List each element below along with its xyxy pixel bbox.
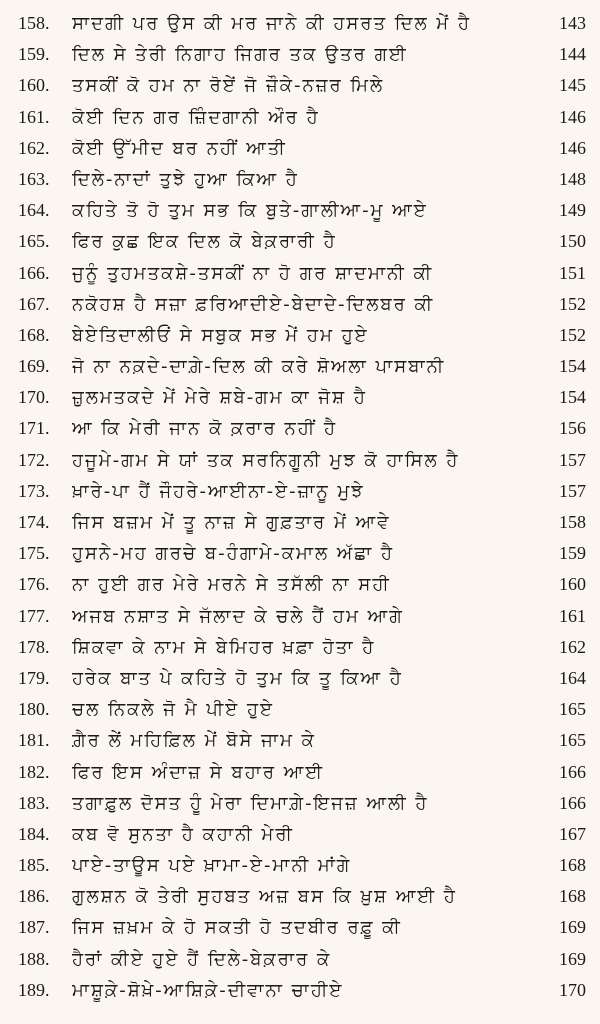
entry-number: 178. <box>18 636 50 657</box>
entry-title: ਫਿਰ ਕੁਛ ਇਕ ਦਿਲ ਕੋ ਬੇਕ਼ਰਾਰੀ ਹੈ <box>72 231 337 253</box>
entry-page-number: 157 <box>559 449 586 470</box>
entry-title: ਤਗਾਫ਼ੁਲ ਦੋਸਤ ਹੂੰ ਮੇਰਾ ਦਿਮਾਗ਼ੇ-ਇਜਜ਼ ਆਲੀ ਹੈ <box>72 792 429 814</box>
entry-number: 159. <box>18 44 50 65</box>
entry-page-number: 168 <box>559 855 586 876</box>
entry-title: ਜੁਨੂੰ ਤੁਹਮਤਕਸ਼ੇ-ਤਸਕੀਂ ਨਾ ਹੋ ਗਰ ਸ਼ਾਦਮਾਨੀ ਕੀ <box>72 262 434 284</box>
entry-number: 170. <box>18 387 50 408</box>
toc-row <box>0 195 600 226</box>
entry-title: ਚਲ ਨਿਕਲੇ ਜੋ ਮੈ ਪੀਏ ਹੁਏ <box>72 699 275 721</box>
entry-number: 160. <box>18 75 50 96</box>
entry-title: ਗ਼ੈਰ ਲੇਂ ਮਹਿਫ਼ਿਲ ਮੇਂ ਬੋਸੇ ਜਾਮ ਕੇ <box>72 730 316 752</box>
toc-row <box>0 819 600 850</box>
toc-row <box>0 881 600 912</box>
toc-row <box>0 382 600 413</box>
toc-row <box>0 133 600 164</box>
toc-row <box>0 663 600 694</box>
toc-row <box>0 850 600 881</box>
entry-number: 183. <box>18 792 50 813</box>
entry-number: 175. <box>18 543 50 564</box>
entry-title: ਬੇਏਤਿਦਾਲੀਓਂ ਸੇ ਸਬੁਕ ਸਭ ਮੇਂ ਹਮ ਹੁਏ <box>72 324 369 346</box>
entry-title: ਖ਼ਾਰੇ-ਪਾ ਹੈਂ ਜੌਹਰੇ-ਆਈਨਾ-ਏ-ਜ਼ਾਨੂ ਮੁਝੇ <box>72 480 365 502</box>
entry-title: ਜ਼ੁਲਮਤਕਦੇ ਮੇਂ ਮੇਰੇ ਸ਼ਬੇ-ਗਮ ਕਾ ਜੋਸ਼ ਹੈ <box>72 387 367 409</box>
entry-page-number: 152 <box>559 324 586 345</box>
entry-number: 165. <box>18 231 50 252</box>
toc-row <box>0 757 600 788</box>
entry-number: 173. <box>18 480 50 501</box>
entry-number: 162. <box>18 137 50 158</box>
entry-title: ਤਸਕੀਂ ਕੋ ਹਮ ਨਾ ਰੋਏਂ ਜੋ ਜ਼ੌਕੇ-ਨਜ਼ਰ ਮਿਲੇ <box>72 75 385 97</box>
entry-number: 176. <box>18 574 50 595</box>
entry-number: 164. <box>18 200 50 221</box>
entry-page-number: 165 <box>559 730 586 751</box>
entry-number: 181. <box>18 730 50 751</box>
entry-title: ਕਬ ਵੋ ਸੁਨਤਾ ਹੈ ਕਹਾਨੀ ਮੇਰੀ <box>72 823 294 845</box>
entry-title: ਦਿਲੇ-ਨਾਦਾਂ ਤੁਝੇ ਹੁਆ ਕਿਆ ਹੈ <box>72 168 299 190</box>
entry-page-number: 167 <box>559 823 586 844</box>
entry-page-number: 152 <box>559 293 586 314</box>
toc-row <box>0 476 600 507</box>
entry-page-number: 143 <box>559 13 586 33</box>
entry-title: ਗੁਲਸ਼ਨ ਕੋ ਤੇਰੀ ਸੁਹਬਤ ਅਜ਼ ਬਸ ਕਿ ਖ਼ੁਸ਼ ਆਈ ਹੈ <box>72 886 457 908</box>
entry-title: ਫਿਰ ਇਸ ਅੰਦਾਜ਼ ਸੇ ਬਹਾਰ ਆਈ <box>72 761 325 783</box>
entry-number: 180. <box>18 699 50 720</box>
toc-row <box>0 258 600 289</box>
entry-title: ਹਰੇਕ ਬਾਤ ਪੇ ਕਹਿਤੇ ਹੋ ਤੁਮ ਕਿ ਤੂ ਕਿਆ ਹੈ <box>72 667 403 689</box>
entry-title: ਹੈਰਾਂ ਕੀਏ ਹੁਏ ਹੈਂ ਦਿਲੇ-ਬੇਕ਼ਰਾਰ ਕੇ <box>72 948 332 970</box>
toc-list <box>0 8 600 1006</box>
entry-number: 187. <box>18 917 50 938</box>
entry-title: ਆ ਕਿ ਮੇਰੀ ਜਾਨ ਕੋ ਕ਼ਰਾਰ ਨਹੀਂ ਹੈ <box>72 418 338 440</box>
toc-row <box>0 445 600 476</box>
entry-page-number: 168 <box>559 886 586 907</box>
entry-number: 169. <box>18 356 50 377</box>
entry-page-number: 154 <box>559 387 586 408</box>
entry-page-number: 170 <box>559 979 586 1000</box>
entry-page-number: 169 <box>559 917 586 938</box>
entry-title: ਸਾਦਗੀ ਪਰ ਉਸ ਕੀ ਮਰ ਜਾਨੇ ਕੀ ਹਸਰਤ ਦਿਲ ਮੇਂ ਹੈ <box>72 13 472 34</box>
entry-title: ਨਾ ਹੁਈ ਗਰ ਮੇਰੇ ਮਰਨੇ ਸੇ ਤਸੱਲੀ ਨਾ ਸਹੀ <box>72 574 391 596</box>
entry-number: 171. <box>18 418 50 439</box>
entry-page-number: 157 <box>559 480 586 501</box>
entry-number: 177. <box>18 605 50 626</box>
toc-row <box>0 507 600 538</box>
entry-title: ਕੋਈ ਦਿਨ ਗਰ ਜ਼ਿੰਦਗਾਨੀ ਔਰ ਹੈ <box>72 106 320 128</box>
entry-number: 158. <box>18 13 50 33</box>
entry-page-number: 164 <box>559 667 586 688</box>
entry-page-number: 160 <box>559 574 586 595</box>
entry-page-number: 162 <box>559 636 586 657</box>
toc-row <box>0 8 600 39</box>
toc-row <box>0 975 600 1006</box>
toc-row <box>0 725 600 756</box>
entry-title: ਅਜਬ ਨਸ਼ਾਤ ਸੇ ਜੱਲਾਦ ਕੇ ਚਲੇ ਹੈਂ ਹਮ ਆਗੇ <box>72 605 404 627</box>
entry-title: ਜਿਸ ਜ਼ਖ਼ਮ ਕੇ ਹੋ ਸਕਤੀ ਹੋ ਤਦਬੀਰ ਰਫ਼ੂ ਕੀ <box>72 917 402 939</box>
entry-title: ਪਾਏ-ਤਾਊਸ ਪਏ ਖ਼ਾਮਾ-ਏ-ਮਾਨੀ ਮਾਂਗੇ <box>72 855 352 877</box>
entry-number: 163. <box>18 168 50 189</box>
toc-row <box>0 102 600 133</box>
toc-row <box>0 601 600 632</box>
toc-row <box>0 351 600 382</box>
entry-title: ਹਜੂਮੇ-ਗਮ ਸੇ ਯਾਂ ਤਕ ਸਰਨਿਗੂਨੀ ਮੁਝ ਕੋ ਹਾਸਿਲ ਹੈ <box>72 449 460 471</box>
entry-number: 185. <box>18 855 50 876</box>
entry-number: 186. <box>18 886 50 907</box>
entry-number: 182. <box>18 761 50 782</box>
entry-page-number: 165 <box>559 699 586 720</box>
entry-page-number: 148 <box>559 168 586 189</box>
entry-title: ਕੋਈ ਉੱਮੀਦ ਬਰ ਨਹੀਂ ਆਤੀ <box>72 137 287 159</box>
entry-page-number: 146 <box>559 137 586 158</box>
toc-row <box>0 694 600 725</box>
entry-page-number: 156 <box>559 418 586 439</box>
entry-page-number: 146 <box>559 106 586 127</box>
entry-page-number: 154 <box>559 356 586 377</box>
entry-number: 184. <box>18 823 50 844</box>
toc-row <box>0 912 600 943</box>
entry-page-number: 158 <box>559 512 586 532</box>
entry-number: 188. <box>18 948 50 969</box>
toc-row <box>0 70 600 101</box>
entry-page-number: 161 <box>559 605 586 626</box>
entry-number: 167. <box>18 293 50 314</box>
toc-row <box>0 944 600 975</box>
toc-row <box>0 226 600 257</box>
entry-number: 166. <box>18 262 50 283</box>
toc-row <box>0 569 600 600</box>
toc-row <box>0 320 600 351</box>
toc-row <box>0 788 600 819</box>
entry-page-number: 169 <box>559 948 586 969</box>
toc-row <box>0 39 600 70</box>
entry-number: 172. <box>18 449 50 470</box>
entry-title: ਹੁਸਨੇ-ਮਹ ਗਰਚੇ ਬ-ਹੰਗਾਮੇ-ਕਮਾਲ ਅੱਛਾ ਹੈ <box>72 543 395 565</box>
entry-page-number: 149 <box>559 200 586 221</box>
entry-number: 179. <box>18 667 50 688</box>
entry-number: 189. <box>18 979 50 1000</box>
entry-title: ਦਿਲ ਸੇ ਤੇਰੀ ਨਿਗਾਹ ਜਿਗਰ ਤਕ ਉਤਰ ਗਈ <box>72 44 408 66</box>
toc-row <box>0 538 600 569</box>
entry-title: ਜਿਸ ਬਜ਼ਮ ਮੇਂ ਤੂ ਨਾਜ਼ ਸੇ ਗੁਫ਼ਤਾਰ ਮੇਂ ਆਵੇ <box>72 512 391 533</box>
entry-page-number: 166 <box>559 792 586 813</box>
toc-row <box>0 289 600 320</box>
entry-page-number: 144 <box>559 44 586 65</box>
entry-title: ਜੋ ਨਾ ਨਕ਼ਦੇ-ਦਾਗ਼ੇ-ਦਿਲ ਕੀ ਕਰੇ ਸ਼ੋਅਲਾ ਪਾਸਬਾਨੀ <box>72 356 446 378</box>
toc-row <box>0 413 600 444</box>
entry-title: ਮਾਸ਼ੂਕ਼ੇ-ਸ਼ੋਖ਼ੇ-ਆਸ਼ਿਕ਼ੇ-ਦੀਵਾਨਾ ਚਾਹੀਏ <box>72 979 344 1001</box>
toc-row <box>0 164 600 195</box>
entry-page-number: 151 <box>559 262 586 283</box>
entry-page-number: 159 <box>559 543 586 564</box>
entry-page-number: 150 <box>559 231 586 252</box>
entry-page-number: 145 <box>559 75 586 96</box>
entry-title: ਸ਼ਿਕਵਾ ਕੇ ਨਾਮ ਸੇ ਬੇਮਿਹਰ ਖ਼ਫ਼ਾ ਹੋਤਾ ਹੈ <box>72 636 376 658</box>
entry-number: 161. <box>18 106 50 127</box>
entry-number: 168. <box>18 324 50 345</box>
toc-row <box>0 632 600 663</box>
entry-title: ਕਹਿਤੇ ਤੋ ਹੋ ਤੁਮ ਸਭ ਕਿ ਬੁਤੇ-ਗਾਲੀਆ-ਮੂ ਆਏ <box>72 200 428 222</box>
entry-number: 174. <box>18 512 50 532</box>
entry-title: ਨਕੋਹਸ਼ ਹੈ ਸਜ਼ਾ ਫ਼ਰਿਆਦੀਏ-ਬੇਦਾਦੇ-ਦਿਲਬਰ ਕੀ <box>72 293 435 315</box>
entry-page-number: 166 <box>559 761 586 782</box>
